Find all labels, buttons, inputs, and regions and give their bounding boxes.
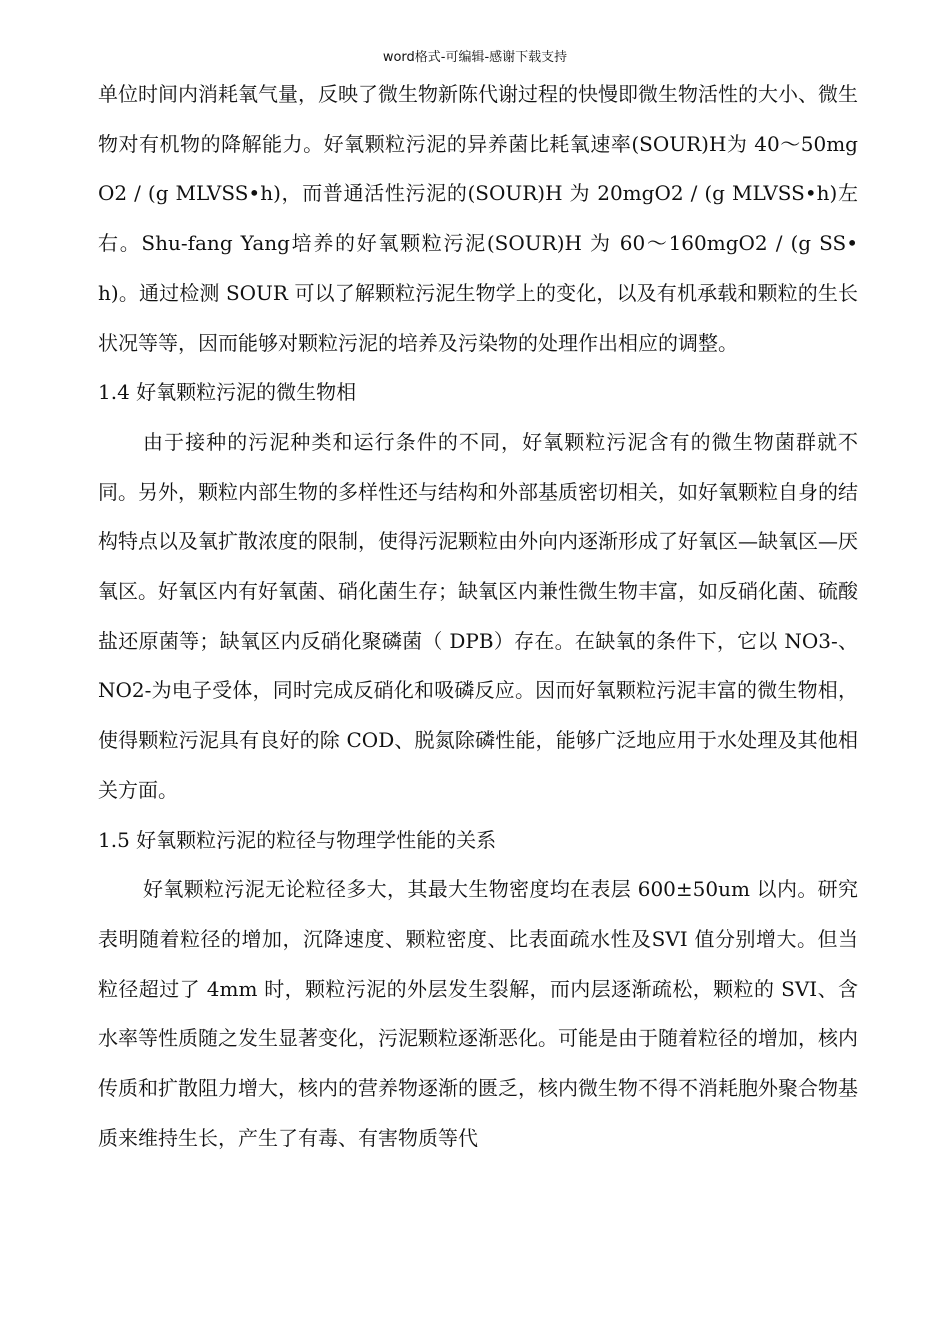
document-body	[98, 70, 858, 1163]
page-header: word格式-可编辑-感谢下载支持	[382, 50, 568, 65]
paragraph-sour: 单位时间内消耗氧气量，反映了微生物新陈代谢过程的快慢即微生物活性的大小、微生物对有机物的降解能力。好氧颗粒污泥的异养菌比耗氧速率(SOUR)H为 40～50mgO2 / (g MLVSS•h)，而普通活性污泥的(SOUR)H 为 20mgO2 / (g MLVSS•h)左右。Shu-fang Yang培养的好氧颗粒污泥(SOUR)H 为 60～160mgO2 / (g SS•h)。通过检测 SOUR 可以了解颗粒污泥生物学上的变化，以及有机承载和颗粒的生长状况等等，因而能够对颗粒污泥的培养及污染物的处理作出相应的调整。	[98, 82, 858, 355]
section-heading-1-4: 1.4 好氧颗粒污泥的微生物相	[98, 380, 357, 405]
paragraph-particle-size: 好氧颗粒污泥无论粒径多大，其最大生物密度均在表层 600±50um 以内。研究表明随着粒径的增加，沉降速度、颗粒密度、比表面疏水性及SVI 值分别增大。但当粒径超过了 4mm 时，颗粒污泥的外层发生裂解，而内层逐渐疏松，颗粒的 SVI、含水率等性质随之发生显著变化，污泥颗粒逐渐恶化。可能是由于随着粒径的增加，核内传质和扩散阻力增大，核内的营养物逐渐的匮乏，核内微生物不得不消耗胞外聚合物基质来维持生长，产生了有毒、有害物质等代	[98, 877, 858, 1150]
paragraph-microbial-phase: 由于接种的污泥种类和运行条件的不同，好氧颗粒污泥含有的微生物菌群就不同。另外，颗粒内部生物的多样性还与结构和外部基质密切相关，如好氧颗粒自身的结构特点以及氧扩散浓度的限制，使得污泥颗粒由外向内逐渐形成了好氧区—缺氧区—厌氧区。好氧区内有好氧菌、硝化菌生存；缺氧区内兼性微生物丰富，如反硝化菌、硫酸盐还原菌等；缺氧区内反硝化聚磷菌（ DPB）存在。在缺氧的条件下，它以 NO3-、NO2-为电子受体，同时完成反硝化和吸磷反应。因而好氧颗粒污泥丰富的微生物相，使得颗粒污泥具有良好的除 COD、脱氮除磷性能，能够广泛地应用于水处理及其他相关方面。	[98, 429, 858, 802]
section-heading-1-5: 1.5 好氧颗粒污泥的粒径与物理学性能的关系	[98, 827, 497, 852]
